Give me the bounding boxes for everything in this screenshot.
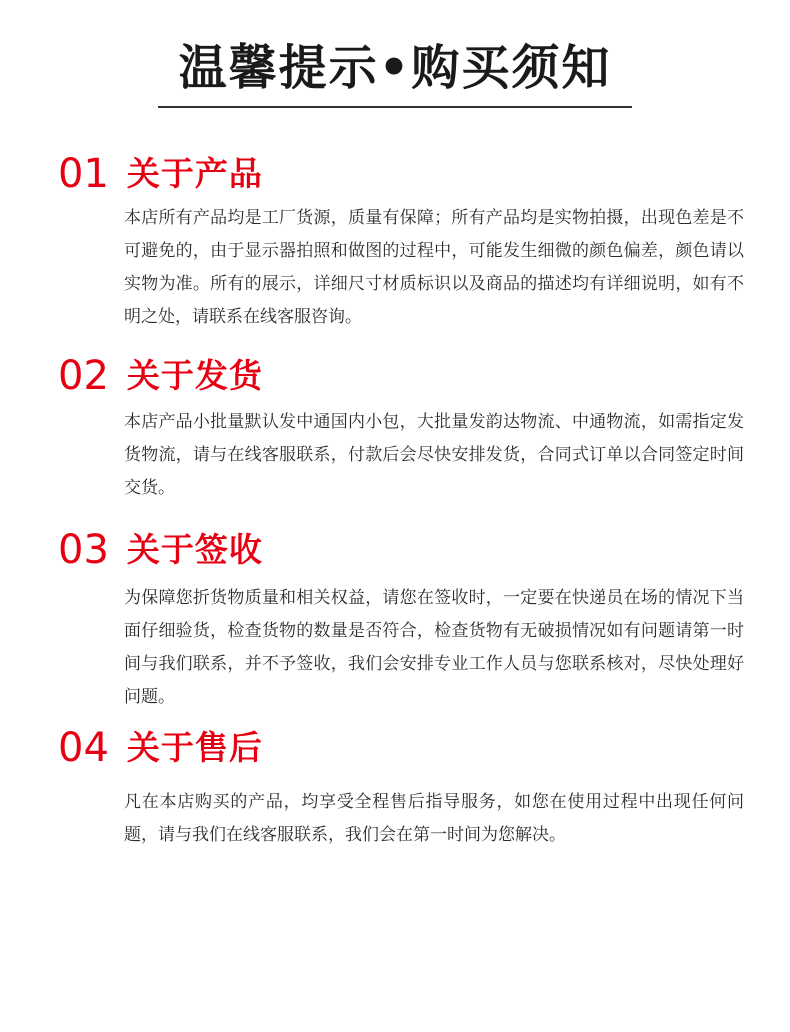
section-title: 关于发货: [126, 356, 263, 395]
section-header: [58, 148, 263, 200]
section-number: 03: [58, 527, 109, 573]
section-body: 本店所有产品均是工厂货源，质量有保障；所有产品均是实物拍摄，出现色差是不可避免的，由于显示器拍照和做图的过程中，可能发生细微的颜色偏差，颜色请以实物为准。所有的展示，详细尺寸材质标识以及商品的描述均有详细说明，如有不明之处，请联系在线客服咨询。: [124, 208, 744, 327]
title-divider: [158, 106, 632, 108]
section-title: 关于签收: [126, 530, 263, 569]
section-number: 02: [58, 353, 109, 399]
section-header: [58, 524, 263, 576]
section-number: 04: [58, 725, 109, 771]
section-header: [58, 722, 263, 774]
section-body: 为保障您折货物质量和相关权益，请您在签收时，一定要在快递员在场的情况下当面仔细验货，检查货物的数量是否符合，检查货物有无破损情况如有问题请第一时间与我们联系，并不予签收，我们会安排专业工作人员与您联系核对，尽快处理好问题。: [124, 588, 744, 707]
section-body: 凡在本店购买的产品，均享受全程售后指导服务，如您在使用过程中出现任何问题，请与我们在线客服联系，我们会在第一时间为您解决。: [124, 792, 744, 845]
section-title: 关于产品: [126, 154, 263, 193]
page-title: 温馨提示•购买须知: [178, 40, 612, 96]
section-number: 01: [58, 151, 109, 197]
section-body: 本店产品小批量默认发中通国内小包，大批量发韵达物流、中通物流，如需指定发货物流，请与在线客服联系，付款后会尽快安排发货，合同式订单以合同签定时间交货。: [124, 412, 744, 498]
section-header: [58, 350, 263, 402]
section-title: 关于售后: [126, 728, 263, 767]
